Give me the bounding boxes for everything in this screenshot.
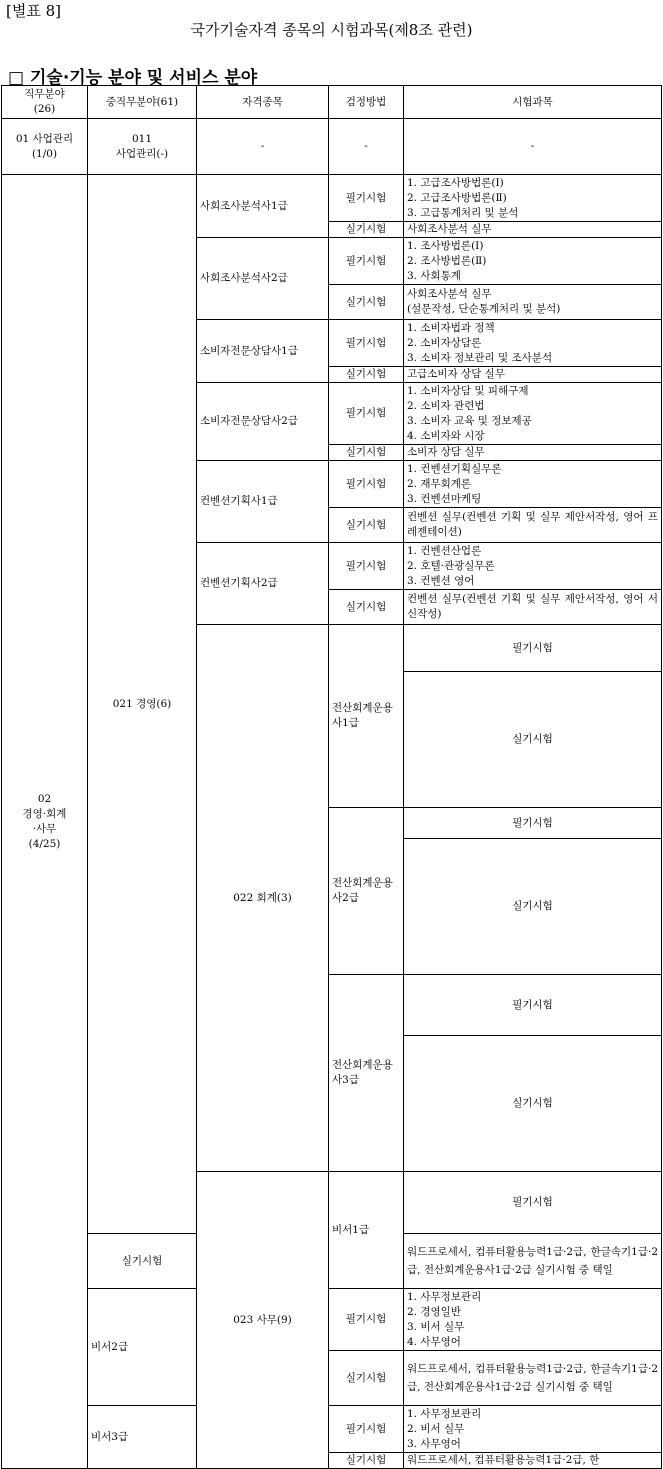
subjects-cell: 사회조사분석 실무 (설문작성, 단순통계처리 및 분석) <box>404 285 662 320</box>
job-field-cell: 01 사업관리 (1/0) <box>2 119 88 175</box>
qualification-cell: 비서3급 <box>88 1406 197 1469</box>
title-note: (제8조 관련) <box>388 21 473 39</box>
method-cell: 필기시험 <box>329 320 404 367</box>
middle-field-cell: 011 사업관리(-) <box>88 119 197 175</box>
subjects-cell: 1. 컨벤션산업론 2. 호텔·관광실무론 3. 컨벤션 영어 <box>404 543 662 590</box>
table-row <box>2 175 662 222</box>
middle-field-cell: 023 사무(9) <box>197 1172 329 1469</box>
method-cell: 필기시험 <box>404 1172 662 1234</box>
method-cell: 필기시험 <box>329 543 404 590</box>
method-cell: 필기시험 <box>404 625 662 672</box>
subjects-cell: 고급소비자 상담 실무 <box>404 367 662 383</box>
method-cell: 실기시험 <box>404 672 662 808</box>
subjects-cell: 1. 사무정보관리 2. 비서 실무 3. 사무영어 <box>404 1406 662 1453</box>
method-cell: 실기시험 <box>329 367 404 383</box>
method-cell: 실기시험 <box>404 839 662 975</box>
qualification-cell: 비서1급 <box>329 1172 404 1289</box>
subjects-cell: 1. 조사방법론(Ⅰ) 2. 조사방법론(Ⅱ) 3. 사회통계 <box>404 238 662 285</box>
table-row <box>2 119 662 175</box>
section-title: □ 기술·기능 분야 및 서비스 분야 <box>8 68 258 88</box>
subjects-cell: 워드프로세서, 컴퓨터활용능력1급·2급, 한글속기1급·2급, 전산회계운용사1급·2급 실기시험 중 택일 <box>404 1234 662 1289</box>
header-subjects: 시험과목 <box>404 86 662 119</box>
method-cell: 실기시험 <box>404 1036 662 1172</box>
subjects-cell: - <box>404 119 662 175</box>
subjects-cell: 1. 사무정보관리 2. 경영일반 3. 비서 실무 4. 사무영어 <box>404 1289 662 1351</box>
method-cell: 필기시험 <box>329 1289 404 1351</box>
qualification-cell: 전산회계운용사1급 <box>329 625 404 808</box>
method-cell: 필기시험 <box>404 808 662 839</box>
qualification-cell: 사회조사분석사1급 <box>197 175 329 238</box>
qualification-cell: 비서2급 <box>88 1289 197 1406</box>
job-field-cell: 02 경영·회계 ·사무 (4/25) <box>2 175 88 1469</box>
subjects-cell: 사회조사분석 실무 <box>404 222 662 238</box>
table-header-row <box>2 86 662 119</box>
method-cell: 실기시험 <box>329 590 404 625</box>
method-cell: 실기시험 <box>329 445 404 461</box>
middle-field-cell: 022 회계(3) <box>197 625 329 1172</box>
qualification-cell: 전산회계운용사2급 <box>329 808 404 975</box>
subjects-cell: 1. 소비자상담 및 피해구제 2. 소비자 관련법 3. 소비자 교육 및 정보제공 4. 소비자와 시장 <box>404 383 662 445</box>
method-cell: 실기시험 <box>88 1234 197 1289</box>
qualification-cell: - <box>197 119 329 175</box>
qualification-cell: 소비자전문상담사1급 <box>197 320 329 383</box>
subjects-cell: 1. 소비자법과 정책 2. 소비자상담론 3. 소비자 정보관리 및 조사분석 <box>404 320 662 367</box>
subjects-cell: 1. 컨벤션기획실무론 2. 재무회계론 3. 컨벤션마케팅 <box>404 461 662 508</box>
method-cell: 필기시험 <box>329 383 404 445</box>
header-job-field: 직무분야 (26) <box>2 86 88 119</box>
method-cell: 필기시험 <box>329 461 404 508</box>
header-method: 검정방법 <box>329 86 404 119</box>
method-cell: 실기시험 <box>329 285 404 320</box>
exam-subjects-table <box>1 85 662 1469</box>
method-cell: 실기시험 <box>329 1351 404 1406</box>
method-cell: 필기시험 <box>329 238 404 285</box>
method-cell: 필기시험 <box>329 1406 404 1453</box>
header-middle-field: 중직무분야(61) <box>88 86 197 119</box>
document-title <box>0 19 663 40</box>
table-row <box>2 1406 662 1453</box>
header-qualification: 자격종목 <box>197 86 329 119</box>
subjects-cell: 워드프로세서, 컴퓨터활용능력1급·2급, 한 <box>404 1453 662 1469</box>
subjects-cell: 컨벤션 실무(컨벤션 기획 및 실무 제안서작성, 영어 서신작성) <box>404 590 662 625</box>
title-main: 국가기술자격 종목의 시험과목 <box>190 21 389 39</box>
qualification-cell: 컨벤션기획사1급 <box>197 461 329 543</box>
table-row <box>2 1289 662 1351</box>
subjects-cell: 1. 고급조사방법론(Ⅰ) 2. 고급조사방법론(Ⅱ) 3. 고급통계처리 및 분석 <box>404 175 662 222</box>
method-cell: 실기시험 <box>329 1453 404 1469</box>
middle-field-cell: 021 경영(6) <box>88 175 197 1234</box>
qualification-cell: 사회조사분석사2급 <box>197 238 329 320</box>
annex-label: [별표 8] <box>6 2 61 20</box>
subjects-cell: 워드프로세서, 컴퓨터활용능력1급·2급, 한글속기1급·2급, 전산회계운용사1급·2급 실기시험 중 택일 <box>404 1351 662 1406</box>
method-cell: 필기시험 <box>329 175 404 222</box>
subjects-cell: 컨벤션 실무(컨벤션 기획 및 실무 제안서작성, 영어 프레젠테이션) <box>404 508 662 543</box>
method-cell: - <box>329 119 404 175</box>
qualification-cell: 전산회계운용사3급 <box>329 975 404 1172</box>
qualification-cell: 컨벤션기획사2급 <box>197 543 329 625</box>
method-cell: 실기시험 <box>329 222 404 238</box>
method-cell: 실기시험 <box>329 508 404 543</box>
method-cell: 필기시험 <box>404 975 662 1036</box>
subjects-cell: 소비자 상담 실무 <box>404 445 662 461</box>
qualification-cell: 소비자전문상담사2급 <box>197 383 329 461</box>
